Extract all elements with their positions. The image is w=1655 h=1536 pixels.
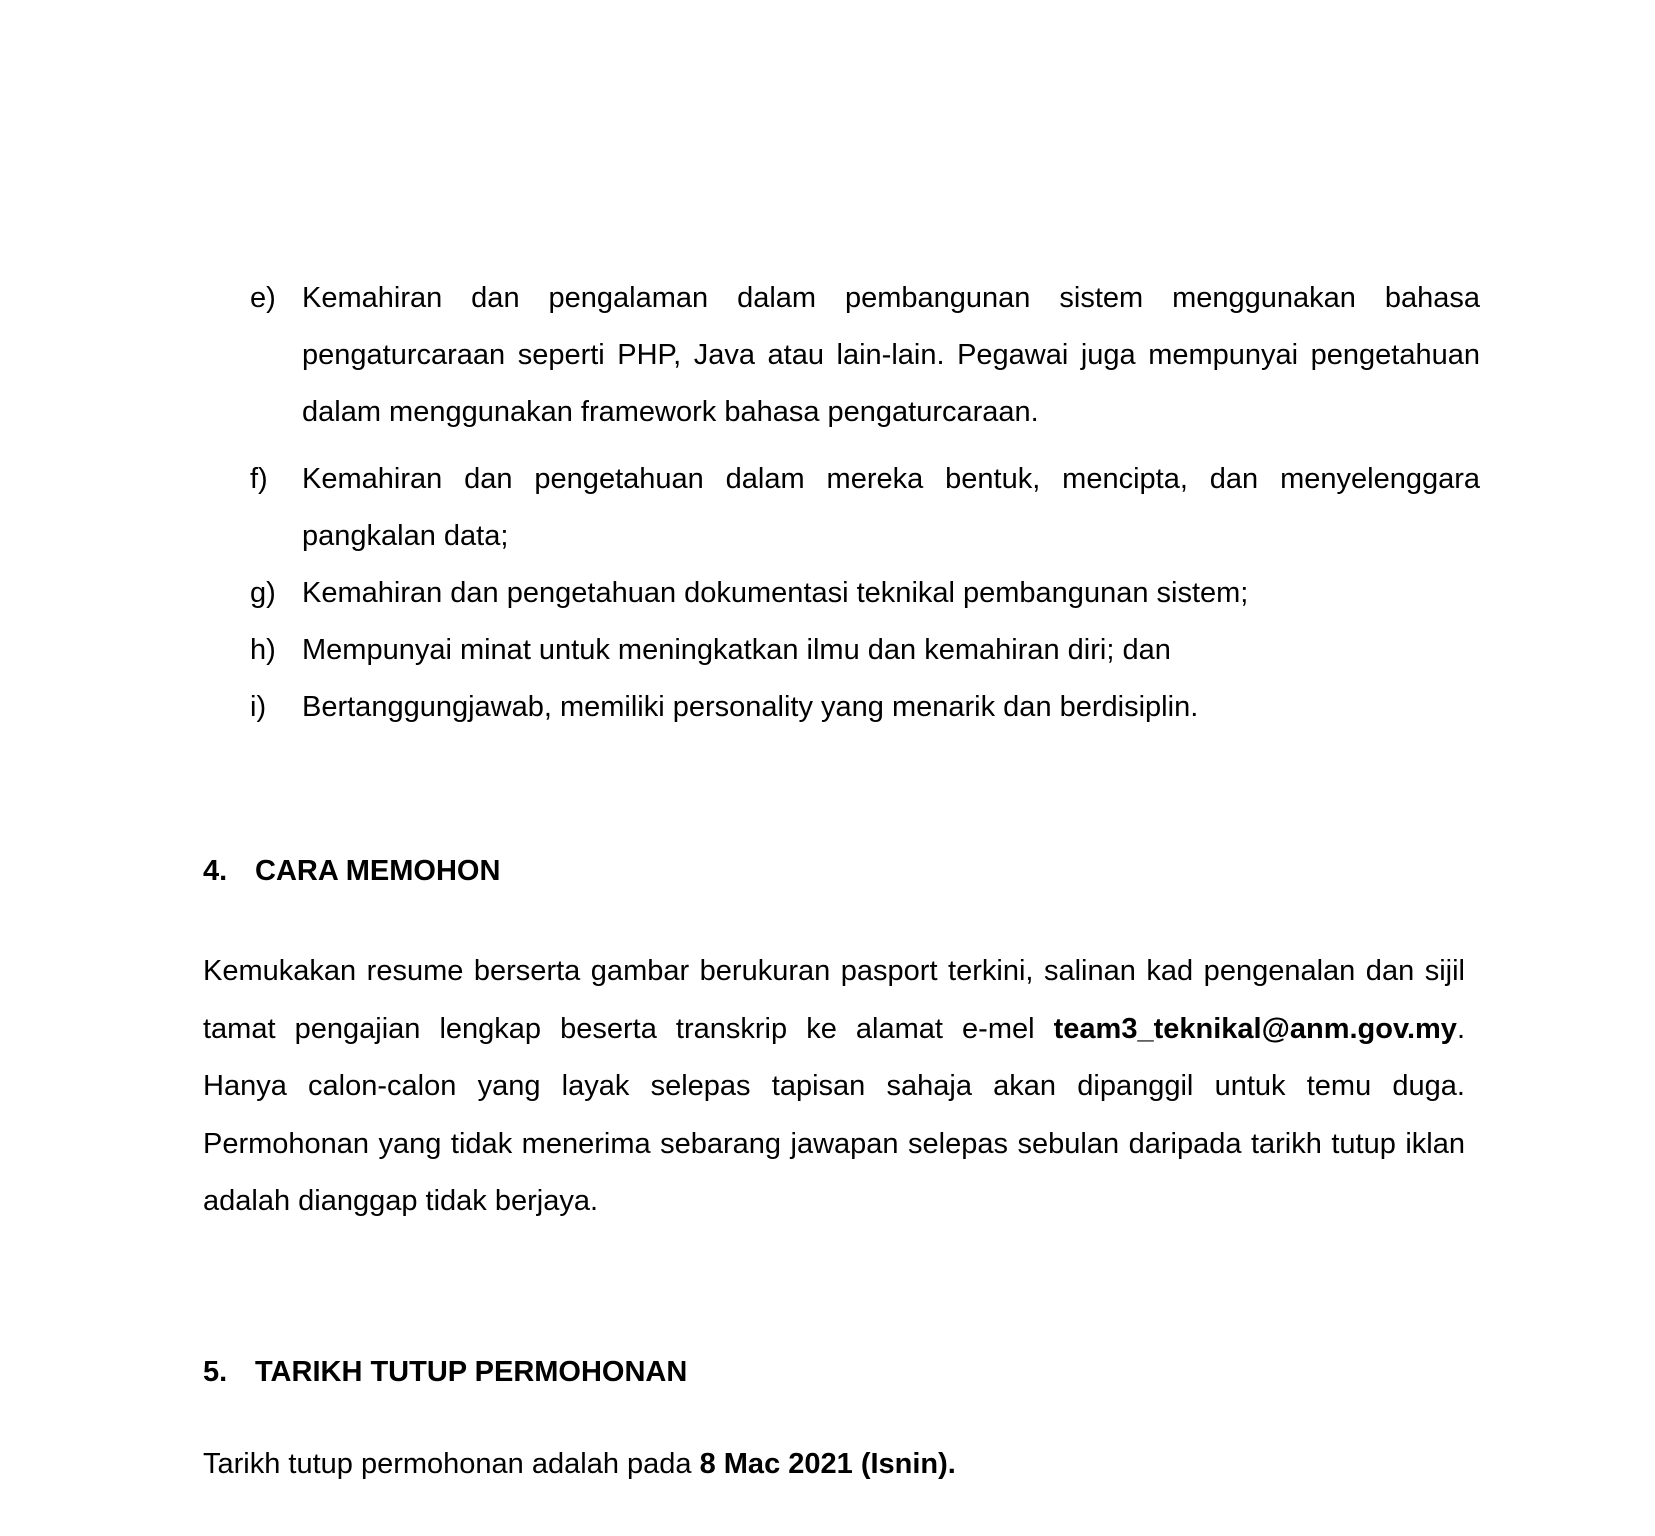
list-item-text: Kemahiran dan pengalaman dalam pembangunan sistem menggunakan bahasa pengaturcaraan seperti PHP, Java atau lain-lain. Pegawai juga mempunyai pengetahuan dalam menggunakan framework bahasa pengaturcaraan. [302, 282, 1480, 428]
section-5-heading [203, 1356, 687, 1389]
section-number: 4. [203, 855, 228, 887]
paragraph-text: Kemukakan resume berserta gambar berukuran pasport terkini, salinan kad pengenalan dan sijil tamat pengajian lengkap beserta transkrip ke alamat e-mel [203, 955, 1465, 1045]
section-title: TARIKH TUTUP PERMOHONAN [255, 1356, 688, 1388]
list-item-text: Kemahiran dan pengetahuan dalam mereka bentuk, mencipta, dan menyelenggara pangkalan data; [302, 463, 1480, 552]
closing-date: 8 Mac 2021 (Isnin). [699, 1448, 956, 1480]
list-item-text: Kemahiran dan pengetahuan dokumentasi teknikal pembangunan sistem; [302, 577, 1249, 609]
list-marker: g) [250, 577, 276, 609]
section-4-paragraph [203, 943, 1465, 1231]
list-item-e [250, 270, 1480, 441]
section-5-paragraph [203, 1436, 1465, 1494]
list-marker: h) [250, 634, 276, 666]
section-title: CARA MEMOHON [255, 855, 501, 887]
paragraph-text: Tarikh tutup permohonan adalah pada [203, 1448, 700, 1480]
section-4-heading [203, 855, 500, 888]
list-item-text: Mempunyai minat untuk meningkatkan ilmu dan kemahiran diri; dan [302, 634, 1171, 666]
section-number: 5. [203, 1356, 228, 1388]
list-marker: f) [250, 463, 268, 495]
email-address: team3_teknikal@anm.gov.my [1053, 1012, 1457, 1045]
list-item-f [250, 451, 1480, 565]
list-item-i [250, 679, 1480, 736]
list-item-g [250, 565, 1480, 622]
list-marker: e) [250, 282, 276, 314]
list-item-h [250, 622, 1480, 679]
list-item-text: Bertanggungjawab, memiliki personality yang menarik dan berdisiplin. [302, 691, 1199, 723]
list-marker: i) [250, 691, 267, 723]
paragraph-text-continued: . Hanya calon-calon yang layak selepas tapisan sahaja akan dipanggil untuk temu duga. Permohonan yang tidak menerima sebarang jawapan selepas sebulan daripada tarikh tutup iklan adalah dianggap tidak berjaya. [203, 1012, 1465, 1217]
requirements-list [250, 270, 1480, 736]
